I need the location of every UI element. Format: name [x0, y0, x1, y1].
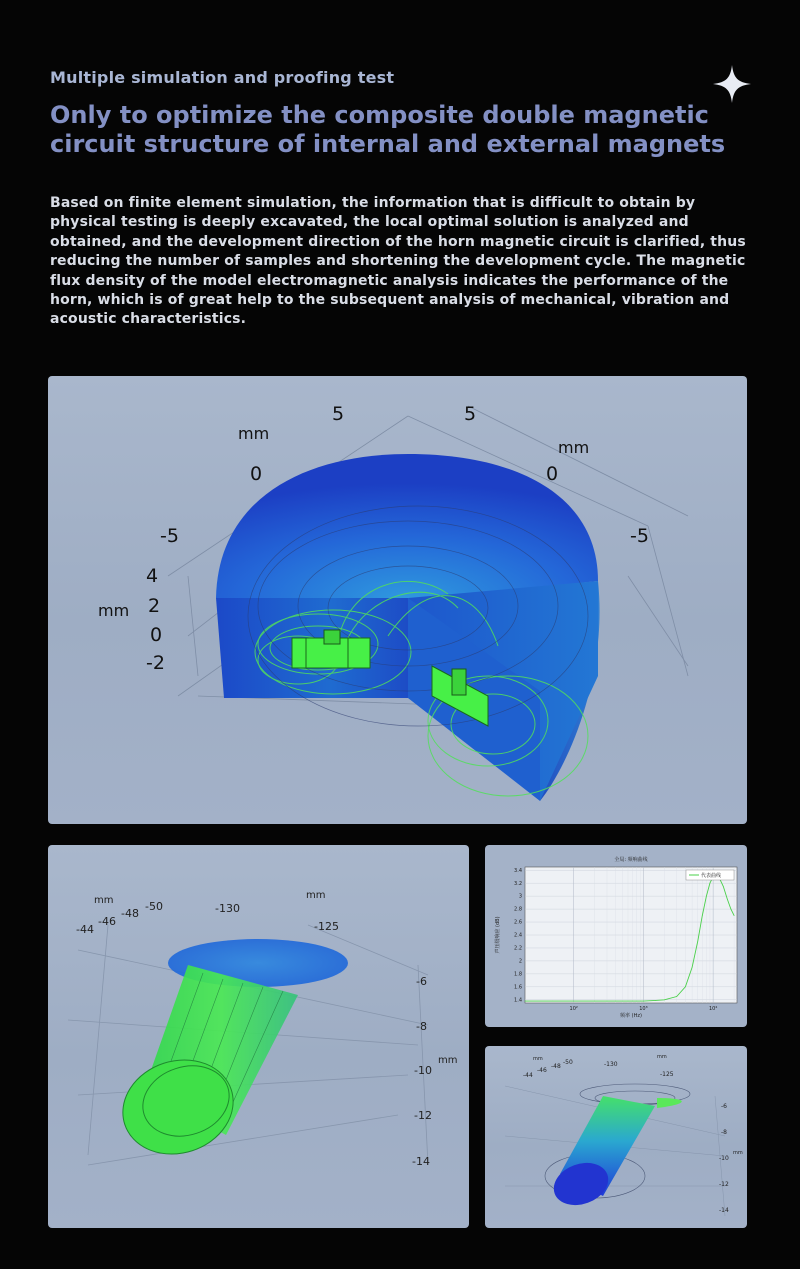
data-point — [664, 999, 665, 1000]
y-tick-label: 2 — [518, 958, 522, 965]
data-point — [594, 1001, 595, 1002]
y-tick-label: 3.2 — [514, 880, 522, 887]
horn-flux-3d-plot — [485, 1046, 747, 1228]
small-z-tick: -8 — [721, 1129, 727, 1136]
horn-x-tick: -48 — [121, 907, 139, 920]
magnetic-flux-3d-plot — [48, 376, 747, 824]
small-z-tick: -10 — [719, 1155, 729, 1162]
data-point — [615, 1001, 616, 1002]
right-axis-tick: 0 — [546, 463, 559, 485]
horn-structure-view — [48, 845, 469, 1228]
y-tick-label: 1.8 — [514, 971, 522, 978]
horn-3d-plot — [48, 845, 469, 1228]
left-axis-tick: 0 — [250, 463, 263, 485]
data-point — [573, 1001, 574, 1002]
right-axis-tick: -5 — [630, 525, 649, 547]
data-point — [676, 996, 677, 997]
legend-label: 代表曲线 — [701, 873, 722, 879]
main-unit-right: mm — [558, 438, 590, 457]
page-headline: Only to optimize the composite double magnetic circuit structure of internal and external magnets — [50, 101, 726, 158]
data-point — [692, 967, 693, 968]
frequency-response-chart-panel — [485, 845, 747, 1027]
small-unit-right: mm — [733, 1150, 743, 1156]
vertical-axis-tick: 4 — [146, 565, 159, 587]
data-point — [632, 1001, 633, 1002]
right-axis-tick: 5 — [464, 403, 477, 425]
main-unit-left: mm — [238, 424, 270, 443]
vertical-axis-tick: 2 — [148, 595, 161, 617]
page-description: Based on finite element simulation, the information that is difficult to obtain by physical testing is deeply excavated, the local optimal solution is analyzed and obtained, and the development direction of the horn magnetic circuit is clarified, thus reducing the number of samples and shortening the development cycle. The magnetic flux density of the model electromagnetic analysis indicates the performance of the horn, which is of great help to the subsequent analysis of mechanical, vibration and acoustic characteristics. — [50, 195, 746, 328]
vertical-axis-tick: 0 — [150, 624, 163, 646]
data-point — [552, 1001, 553, 1002]
horn-z-tick: -8 — [416, 1020, 427, 1033]
data-point — [727, 899, 728, 900]
horn-flux-small-view — [485, 1046, 747, 1228]
data-point — [710, 883, 711, 884]
small-x-tick: -44 — [523, 1072, 533, 1079]
y-tick-label: 1.4 — [514, 997, 522, 1004]
horn-unit-top-left: mm — [94, 895, 114, 906]
y-tick-label: 1.6 — [514, 984, 522, 991]
small-y-tick: -125 — [660, 1071, 674, 1078]
small-unit-top-right: mm — [657, 1054, 667, 1060]
x-tick-label: 10³ — [639, 1006, 648, 1012]
small-y-tick: -130 — [604, 1061, 618, 1068]
horn-y-tick: -130 — [215, 902, 240, 915]
chart-y-label: 声压级响应 (dB) — [495, 916, 501, 954]
frequency-response-chart — [485, 845, 747, 1027]
y-tick-label: 2.8 — [514, 906, 522, 913]
horn-z-tick: -12 — [414, 1109, 432, 1122]
horn-unit-right: mm — [438, 1055, 458, 1066]
data-point — [643, 1001, 644, 1002]
y-tick-label: 3 — [518, 893, 522, 900]
left-axis-tick: -5 — [160, 525, 179, 547]
horn-x-tick: -44 — [76, 923, 94, 936]
small-x-tick: -48 — [551, 1063, 561, 1070]
sparkle-icon — [712, 64, 752, 104]
y-tick-label: 3.4 — [514, 867, 522, 874]
data-point — [706, 896, 707, 897]
data-point — [731, 909, 732, 910]
horn-y-tick: -125 — [314, 920, 339, 933]
data-point — [655, 1000, 656, 1001]
vertical-axis-tick: -2 — [146, 652, 165, 674]
chart-legend — [686, 870, 734, 880]
horn-x-tick: -46 — [98, 915, 116, 928]
magnetic-flux-simulation-view — [48, 376, 747, 824]
y-tick-label: 2.6 — [514, 919, 522, 926]
small-x-tick: -50 — [563, 1059, 573, 1066]
data-point — [697, 941, 698, 942]
small-z-tick: -12 — [719, 1181, 729, 1188]
chart-x-label: 频率 (Hz) — [620, 1013, 642, 1019]
left-axis-tick: 5 — [332, 403, 345, 425]
small-x-tick: -46 — [537, 1067, 547, 1074]
horn-z-tick: -6 — [416, 975, 427, 988]
data-point — [525, 1001, 526, 1002]
horn-z-tick: -14 — [412, 1155, 430, 1168]
small-flare — [657, 1098, 682, 1108]
small-unit-top-left: mm — [533, 1056, 543, 1062]
chart-title: 全局: 频响曲线 — [614, 857, 648, 863]
x-tick-label: 10² — [569, 1006, 578, 1012]
cylinder-top-surface — [216, 454, 598, 601]
data-point — [734, 915, 735, 916]
x-tick-label: 10⁴ — [708, 1006, 718, 1012]
horn-z-tick: -10 — [414, 1064, 432, 1077]
page-eyebrow: Multiple simulation and proofing test — [50, 68, 395, 87]
y-tick-label: 2.2 — [514, 945, 522, 952]
small-z-tick: -14 — [719, 1207, 729, 1214]
small-z-tick: -6 — [721, 1103, 727, 1110]
horn-unit-top-right: mm — [306, 890, 326, 901]
y-tick-label: 2.4 — [514, 932, 522, 939]
data-point — [702, 915, 703, 916]
data-point — [685, 986, 686, 987]
data-point — [723, 886, 724, 887]
main-unit-vertical: mm — [98, 601, 130, 620]
horn-x-tick: -50 — [145, 900, 163, 913]
